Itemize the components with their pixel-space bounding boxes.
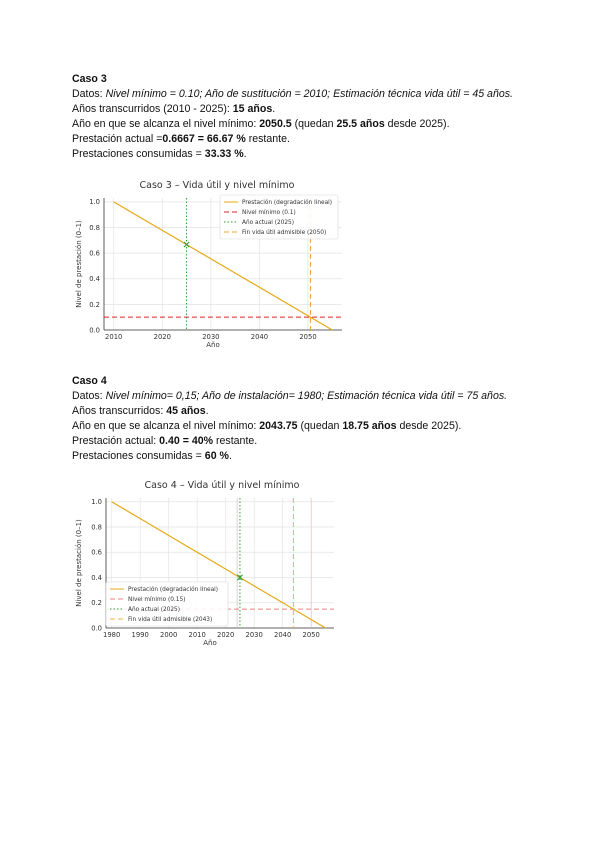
- case4-years-value: 45 años: [166, 405, 206, 417]
- case3-current-performance: [72, 132, 522, 147]
- x-tick-label: 2030: [245, 631, 263, 639]
- legend-entry: Fin vida útil admisible (2043): [128, 617, 213, 624]
- case4-min-mid: (quedan: [297, 420, 343, 432]
- y-axis-label: Nivel de prestación (0–1): [75, 519, 83, 607]
- x-tick-label: 2050: [302, 631, 320, 639]
- y-tick-label: 0.0: [89, 326, 100, 335]
- case4-text: [72, 374, 522, 464]
- y-tick-label: 1.0: [89, 198, 100, 207]
- y-tick-label: 0.4: [89, 275, 100, 284]
- case4-consumed: [72, 449, 522, 464]
- case4-chart: [72, 478, 342, 650]
- x-tick-label: 2020: [217, 631, 235, 639]
- y-tick-label: 0.2: [91, 599, 102, 608]
- case4-heading: Caso 4: [72, 375, 107, 387]
- case3-current-value: 0.6667 = 66.67 %: [162, 133, 246, 145]
- legend-entry: Nivel mínimo (0.1): [242, 210, 296, 217]
- x-tick-label: 2000: [160, 631, 178, 639]
- case3-text: [72, 72, 522, 162]
- case4-min-level-year: [72, 419, 522, 434]
- case3-current-suffix: restante.: [245, 133, 290, 145]
- x-axis-label: Año: [203, 639, 217, 647]
- case4-years-suffix: .: [205, 405, 209, 417]
- case3-years-value: 15 años: [232, 103, 273, 115]
- x-tick-label: 2050: [299, 333, 317, 341]
- case4-min-year: 2043.75: [259, 420, 298, 432]
- legend-entry: Prestación (degradación lineal): [242, 200, 333, 207]
- case3-years-suffix: .: [272, 103, 276, 115]
- case3-years-elapsed: [72, 102, 522, 117]
- case4-consumed-label: Prestaciones consumidas =: [72, 450, 205, 462]
- case3-data-values: Nivel mínimo = 0.10; Año de sustitución = 2010; Estimación técnica vida útil = 45 años.: [105, 88, 513, 100]
- case3-heading: Caso 3: [72, 73, 107, 85]
- case3-years-label: Años transcurridos (2010 - 2025):: [72, 103, 233, 115]
- case4-current-label: Prestación actual:: [72, 435, 160, 447]
- case4-min-remaining: 18.75 años: [342, 420, 397, 432]
- y-tick-label: 0.2: [89, 300, 100, 309]
- case4-consumed-suffix: .: [228, 450, 232, 462]
- chart-title: Caso 4 – Vida útil y nivel mínimo: [144, 480, 300, 491]
- x-tick-label: 2040: [250, 333, 269, 341]
- case4-consumed-value: 60 %: [204, 450, 229, 462]
- case3-consumed-label: Prestaciones consumidas =: [72, 148, 205, 160]
- x-tick-label: 2020: [153, 333, 171, 341]
- case4-current-suffix: restante.: [213, 435, 258, 447]
- x-axis-label: Año: [206, 341, 220, 349]
- case4-current-value: 0.40 = 40%: [159, 435, 214, 447]
- x-tick-label: 2030: [202, 333, 220, 341]
- y-tick-label: 0.6: [91, 548, 102, 557]
- y-tick-label: 0.4: [91, 573, 102, 582]
- x-tick-label: 1990: [131, 631, 149, 639]
- case4-min-label: Año en que se alcanza el nivel mínimo:: [72, 420, 260, 432]
- case4-data-prefix: Datos:: [72, 390, 106, 402]
- chart-title: Caso 3 – Vida útil y nivel mínimo: [139, 180, 295, 191]
- case4-data-line: [72, 389, 522, 404]
- case3-min-suffix: desde 2025).: [384, 118, 450, 130]
- case3-consumed-value: 33.33 %: [204, 148, 244, 160]
- case3-consumed-suffix: .: [243, 148, 247, 160]
- case3-min-level-year: [72, 117, 522, 132]
- x-tick-label: 1980: [103, 631, 121, 639]
- y-tick-label: 0.8: [91, 523, 102, 532]
- y-tick-label: 0.8: [89, 223, 100, 232]
- x-tick-label: 2040: [274, 631, 292, 639]
- case3-data-line: [72, 87, 522, 102]
- case3-min-mid: (quedan: [291, 118, 337, 130]
- y-tick-label: 0.0: [91, 624, 102, 633]
- case4-data-values: Nivel mínimo= 0,15; Año de instalación= 1980; Estimación técnica vida útil = 75 años.: [105, 390, 508, 402]
- case3-min-remaining: 25.5 años: [336, 118, 385, 130]
- legend-entry: Prestación (degradación lineal): [128, 587, 219, 594]
- case3-consumed: [72, 147, 522, 162]
- case4-current-performance: [72, 434, 522, 449]
- case4-years-label: Años transcurridos:: [72, 405, 167, 417]
- x-tick-label: 2010: [105, 333, 123, 341]
- y-tick-label: 1.0: [91, 498, 102, 507]
- case3-chart: [72, 178, 352, 356]
- case3-min-year: 2050.5: [259, 118, 292, 130]
- y-tick-label: 0.6: [89, 249, 100, 258]
- case3-min-label: Año en que se alcanza el nivel mínimo:: [72, 118, 260, 130]
- current-year-marker: [184, 242, 189, 247]
- legend-entry: Año actual (2025): [128, 607, 180, 614]
- legend-entry: Año actual (2025): [242, 220, 294, 227]
- legend-entry: Nivel mínimo (0.15): [128, 597, 186, 604]
- case3-current-label: Prestación actual =: [72, 133, 163, 145]
- case4-years-elapsed: [72, 404, 522, 419]
- y-axis-label: Nivel de prestación (0–1): [75, 220, 83, 308]
- case4-min-suffix: desde 2025).: [396, 420, 462, 432]
- case3-data-prefix: Datos:: [72, 88, 106, 100]
- legend-entry: Fin vida útil admisible (2050): [242, 230, 327, 237]
- x-tick-label: 2010: [188, 631, 206, 639]
